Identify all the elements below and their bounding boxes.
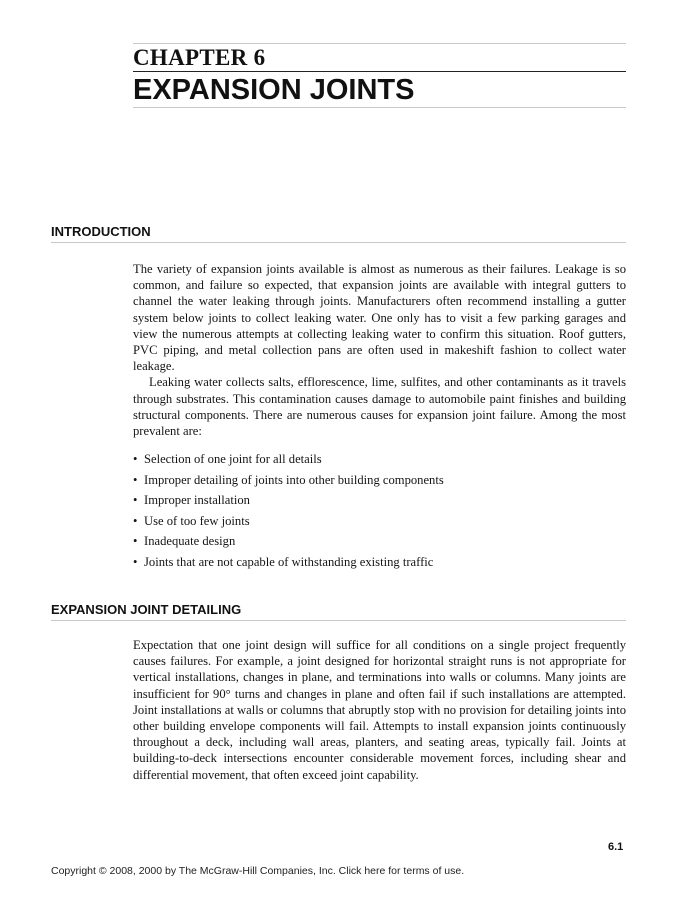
detailing-heading: EXPANSION JOINT DETAILING [51, 602, 242, 617]
chapter-divider-rule [133, 71, 626, 72]
copyright-link[interactable]: Copyright © 2008, 2000 by The McGraw-Hill Companies, Inc. Click here for terms of use. [51, 865, 465, 877]
chapter-label: CHAPTER 6 [133, 45, 266, 70]
failure-causes-list [133, 451, 444, 574]
chapter-top-rule [133, 43, 626, 44]
introduction-body [133, 261, 626, 439]
list-item: • Improper detailing of joints into other building components [133, 472, 444, 487]
list-item: • Selection of one joint for all details [133, 452, 322, 466]
list-item: • Inadequate design [133, 534, 236, 548]
list-item: • Improper installation [133, 493, 250, 507]
list-item: • Joints that are not capable of withstanding existing traffic [133, 554, 434, 569]
introduction-heading-rule [51, 242, 626, 243]
bullet-icon: • [133, 452, 138, 466]
bullet-icon: • [133, 493, 138, 507]
bullet-icon: • [133, 513, 138, 528]
detailing-heading-rule [51, 620, 626, 621]
bullet-icon: • [133, 554, 138, 569]
introduction-heading: INTRODUCTION [51, 224, 151, 239]
introduction-paragraph-1: The variety of expansion joints available is almost as numerous as their failures. Leakage is so common, and failure so expected, that expansion joints are available with integral gutters to channel the water leaking through joints. Manufacturers often recommend installing a gutter system below joints to collect leaking water. One only has to visit a few parking garages and view the numerous attempts at collecting leaking water to confirm this situation. Roof gutters, PVC piping, and metal collection pans are often used in makeshift fashion to collect water leakage. [133, 262, 626, 374]
detailing-paragraph-1: Expectation that one joint design will suffice for all conditions on a single project frequently causes failures. For example, a joint designed for horizontal straight runs is not appropriate for vertical installations, changes in plane, and terminations into walls or columns. Many joints are insufficient for 90° turns and changes in plane and often fail if such installations are attempted. Joint installations at walls or columns that abruptly stop with no provision for detailing joints into other building envelope components will fail. Attempts to install expansion joints continuously throughout a deck, including wall areas, planters, and seating areas, typically fail. Joints at building-to-deck intersections encounter considerable movement forces, including shear and differential movement, that often exceed joint capability. [133, 638, 626, 782]
introduction-paragraph-2: Leaking water collects salts, efflorescence, lime, sulfites, and other contaminants as it travels through substrates. This contamination causes damage to automobile paint finishes and building structural components. There are numerous causes for expansion joint failure. Among the most prevalent are: [133, 375, 626, 439]
chapter-title: EXPANSION JOINTS [133, 74, 415, 106]
bullet-icon: • [133, 472, 138, 487]
list-item: • Use of too few joints [133, 513, 250, 528]
detailing-body [133, 637, 626, 783]
chapter-bottom-rule [133, 107, 626, 108]
page-number: 6.1 [608, 841, 624, 853]
bullet-icon: • [133, 534, 138, 548]
